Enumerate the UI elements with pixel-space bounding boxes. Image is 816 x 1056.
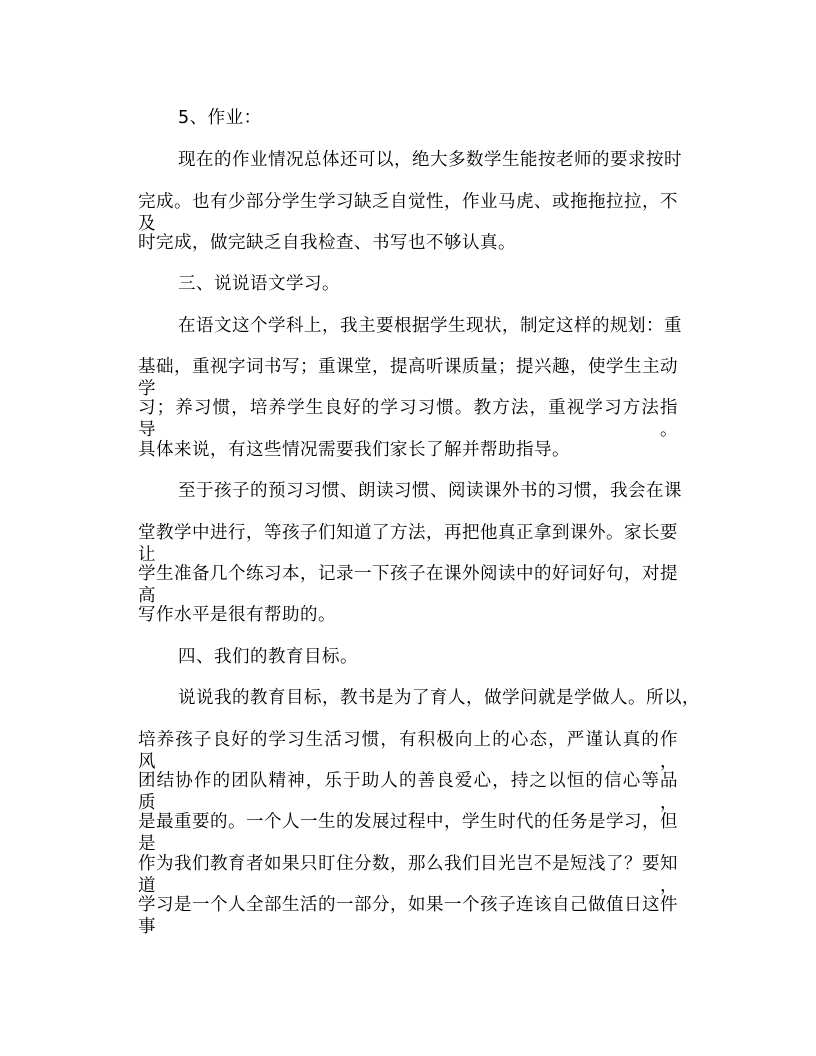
paragraph-line: 时完成，做完缺乏自我检查、书写也不够认真。 xyxy=(138,233,516,253)
paragraph-line: 现在的作业情况总体还可以，绝大多数学生能按老师的要求按时 xyxy=(178,150,682,170)
paragraph-line: 至于孩子的预习习惯、朗读习惯、阅读课外书的习惯，我会在课 xyxy=(178,481,682,501)
paragraph-line: 堂教学中进行，等孩子们知道了方法，再把他真正拿到课外。家长要让 xyxy=(138,523,678,565)
paragraph-line: 团结协作的团队精神，乐于助人的善良爱心，持之以恒的信心等品质， xyxy=(138,771,678,813)
paragraph-line: 作为我们教育者如果只盯住分数，那么我们目光岂不是短浅了？要知道， xyxy=(138,854,678,896)
paragraph-line: 习；养习惯，培养学生良好的学习习惯。教方法，重视学习方法指导。 xyxy=(138,398,678,440)
paragraph-line: 说说我的教育目标，教书是为了育人，做学问就是学做人。所以， xyxy=(178,688,700,708)
section-heading-goals: 四、我们的教育目标。 xyxy=(178,647,358,667)
paragraph-line: 在语文这个学科上，我主要根据学生现状，制定这样的规划：重 xyxy=(178,316,682,336)
section-heading-homework: 5、作业： xyxy=(178,108,262,128)
paragraph-line: 具体来说，有这些情况需要我们家长了解并帮助指导。 xyxy=(138,440,570,460)
section-heading-chinese: 三、说说语文学习。 xyxy=(178,274,340,294)
paragraph-line: 是最重要的。一个人一生的发展过程中，学生时代的任务是学习，但是 xyxy=(138,812,678,854)
paragraph-line: 完成。也有少部分学生学习缺乏自觉性，作业马虎、或拖拖拉拉，不及 xyxy=(138,192,678,234)
paragraph-line: 写作水平是很有帮助的。 xyxy=(138,605,336,625)
paragraph-line: 培养孩子良好的学习生活习惯，有积极向上的心态，严谨认真的作风， xyxy=(138,730,678,772)
paragraph-line: 学习是一个人全部生活的一部分，如果一个孩子连该自己做值日这件事 xyxy=(138,895,678,937)
paragraph-line: 基础，重视字词书写；重课堂，提高听课质量；提兴趣，使学生主动学 xyxy=(138,357,678,399)
paragraph-line: 学生准备几个练习本，记录一下孩子在课外阅读中的好词好句，对提高 xyxy=(138,564,678,606)
